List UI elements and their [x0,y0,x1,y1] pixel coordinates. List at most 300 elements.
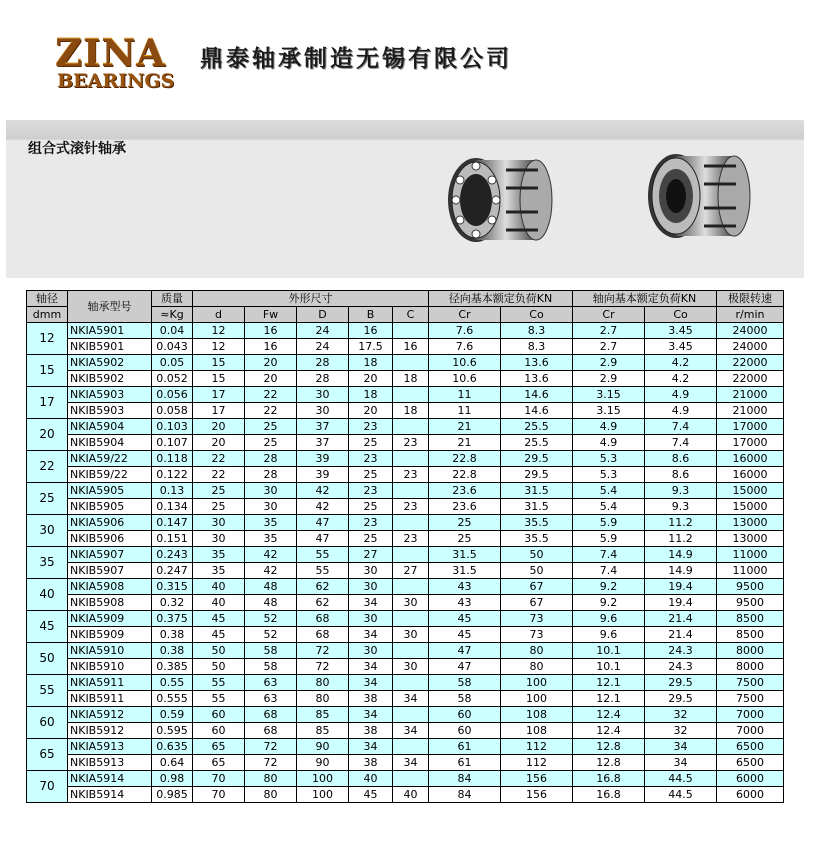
cell-outer-d: 42 [297,483,349,499]
cell-model: NKIA5903 [68,387,152,403]
cell-radial-co: 35.5 [501,515,573,531]
cell-bore: 17 [27,387,68,419]
col-model-header: 轴承型号 [68,291,152,323]
cell-fw: 63 [245,675,297,691]
cell-mass: 0.247 [152,563,193,579]
cell-c: 30 [393,627,429,643]
cell-radial-co: 100 [501,675,573,691]
cell-c: 30 [393,595,429,611]
table-row [27,659,784,675]
cell-bore: 30 [27,515,68,547]
cell-d: 17 [193,387,245,403]
cell-c: 40 [393,787,429,803]
cell-c: 18 [393,403,429,419]
cell-d: 22 [193,451,245,467]
cell-outer-d: 24 [297,323,349,339]
cell-axial-co: 3.45 [645,323,717,339]
cell-axial-cr: 12.4 [573,707,645,723]
cell-radial-co: 156 [501,771,573,787]
cell-outer-d: 90 [297,739,349,755]
cell-speed: 11000 [717,547,784,563]
cell-d: 50 [193,659,245,675]
cell-bore: 45 [27,611,68,643]
cell-radial-cr: 47 [429,643,501,659]
cell-axial-co: 8.6 [645,451,717,467]
table-row [27,435,784,451]
bearing-spec-table [26,290,784,803]
cell-b: 45 [349,787,393,803]
cell-c: 23 [393,467,429,483]
cell-mass: 0.058 [152,403,193,419]
cell-axial-cr: 4.9 [573,435,645,451]
cell-d: 12 [193,323,245,339]
table-row [27,451,784,467]
page-header [0,0,813,118]
cell-axial-cr: 7.4 [573,563,645,579]
cell-fw: 58 [245,659,297,675]
cell-c: 34 [393,755,429,771]
cell-c [393,355,429,371]
cell-model: NKIB5912 [68,723,152,739]
cell-axial-co: 19.4 [645,579,717,595]
cell-d: 65 [193,739,245,755]
cell-fw: 16 [245,339,297,355]
cell-fw: 25 [245,435,297,451]
cell-d: 30 [193,515,245,531]
cell-mass: 0.38 [152,643,193,659]
table-row [27,339,784,355]
cell-b: 34 [349,659,393,675]
cell-outer-d: 47 [297,531,349,547]
cell-outer-d: 24 [297,339,349,355]
cell-radial-cr: 47 [429,659,501,675]
cell-b: 30 [349,611,393,627]
table-row [27,467,784,483]
cell-mass: 0.107 [152,435,193,451]
cell-mass: 0.04 [152,323,193,339]
cell-b: 34 [349,595,393,611]
cell-b: 25 [349,467,393,483]
cell-b: 38 [349,755,393,771]
cell-radial-co: 35.5 [501,531,573,547]
cell-speed: 6000 [717,771,784,787]
cell-axial-cr: 12.4 [573,723,645,739]
cell-model: NKIB5907 [68,563,152,579]
cell-fw: 68 [245,707,297,723]
cell-speed: 7000 [717,723,784,739]
cell-outer-d: 68 [297,611,349,627]
cell-axial-cr: 5.3 [573,451,645,467]
cell-axial-cr: 2.9 [573,355,645,371]
cell-radial-cr: 45 [429,611,501,627]
cell-mass: 0.05 [152,355,193,371]
cell-axial-cr: 16.8 [573,771,645,787]
cell-b: 27 [349,547,393,563]
cell-fw: 16 [245,323,297,339]
cell-model: NKIA59/22 [68,451,152,467]
cell-c [393,707,429,723]
cell-d: 25 [193,483,245,499]
cell-axial-co: 7.4 [645,419,717,435]
cell-b: 30 [349,643,393,659]
cell-c [393,323,429,339]
cell-model: NKIB59/22 [68,467,152,483]
table-row [27,419,784,435]
cell-fw: 72 [245,739,297,755]
cell-model: NKIA5911 [68,675,152,691]
cell-fw: 22 [245,387,297,403]
cell-speed: 8500 [717,611,784,627]
cell-model: NKIA5908 [68,579,152,595]
cell-radial-cr: 31.5 [429,547,501,563]
cell-axial-co: 34 [645,739,717,755]
cell-radial-cr: 84 [429,771,501,787]
col-b-header: B [349,307,393,323]
cell-c [393,579,429,595]
cell-radial-co: 25.5 [501,435,573,451]
cell-mass: 0.052 [152,371,193,387]
cell-radial-cr: 60 [429,723,501,739]
cell-axial-cr: 12.8 [573,739,645,755]
cell-radial-co: 73 [501,611,573,627]
cell-speed: 13000 [717,515,784,531]
cell-fw: 35 [245,531,297,547]
cell-c: 23 [393,435,429,451]
cell-axial-co: 32 [645,707,717,723]
table-row [27,355,784,371]
cell-axial-cr: 2.7 [573,339,645,355]
cell-fw: 42 [245,547,297,563]
cell-fw: 52 [245,627,297,643]
cell-b: 23 [349,483,393,499]
table-row [27,531,784,547]
product-banner [6,120,804,278]
cell-speed: 6500 [717,755,784,771]
cell-bore: 55 [27,675,68,707]
cell-radial-co: 31.5 [501,483,573,499]
cell-c [393,451,429,467]
cell-mass: 0.985 [152,787,193,803]
cell-b: 40 [349,771,393,787]
cell-outer-d: 39 [297,451,349,467]
cell-b: 30 [349,563,393,579]
col-bore-header: 轴径 [27,291,68,307]
cell-d: 20 [193,435,245,451]
cell-speed: 11000 [717,563,784,579]
cell-outer-d: 90 [297,755,349,771]
cell-axial-cr: 5.4 [573,499,645,515]
col-axial-co-header: Co [645,307,717,323]
cell-bore: 70 [27,771,68,803]
cell-mass: 0.147 [152,515,193,531]
cell-d: 45 [193,611,245,627]
cell-model: NKIB5906 [68,531,152,547]
cell-c: 23 [393,531,429,547]
cell-outer-d: 85 [297,707,349,723]
cell-axial-cr: 9.2 [573,579,645,595]
col-outer-d-header: D [297,307,349,323]
cell-axial-co: 32 [645,723,717,739]
cell-fw: 28 [245,467,297,483]
cell-mass: 0.59 [152,707,193,723]
col-speed-header: 极限转速 [717,291,784,307]
cell-bore: 12 [27,323,68,355]
cell-b: 25 [349,499,393,515]
cell-fw: 30 [245,483,297,499]
cell-radial-co: 50 [501,547,573,563]
table-row [27,739,784,755]
cell-axial-cr: 9.6 [573,627,645,643]
cell-axial-cr: 3.15 [573,387,645,403]
cell-d: 50 [193,643,245,659]
cell-mass: 0.134 [152,499,193,515]
cell-mass: 0.151 [152,531,193,547]
col-bore-unit: dmm [27,307,68,323]
table-row [27,643,784,659]
cell-radial-co: 108 [501,723,573,739]
cell-mass: 0.056 [152,387,193,403]
cell-model: NKIA5906 [68,515,152,531]
col-d-header: d [193,307,245,323]
table-row [27,371,784,387]
bearing-image-nkib [642,148,752,244]
table-row [27,499,784,515]
cell-speed: 8000 [717,643,784,659]
cell-c [393,643,429,659]
bearing-image-nkia [446,150,556,246]
cell-model: NKIB5910 [68,659,152,675]
cell-b: 23 [349,515,393,531]
cell-radial-co: 80 [501,643,573,659]
cell-c: 16 [393,339,429,355]
cell-fw: 48 [245,579,297,595]
cell-model: NKIA5914 [68,771,152,787]
cell-radial-co: 14.6 [501,387,573,403]
cell-model: NKIA5904 [68,419,152,435]
cell-speed: 13000 [717,531,784,547]
cell-axial-cr: 9.6 [573,611,645,627]
cell-fw: 72 [245,755,297,771]
cell-mass: 0.122 [152,467,193,483]
table-row [27,547,784,563]
cell-outer-d: 37 [297,435,349,451]
cell-radial-cr: 22.8 [429,451,501,467]
cell-radial-cr: 7.6 [429,339,501,355]
cell-outer-d: 80 [297,675,349,691]
cell-axial-co: 44.5 [645,771,717,787]
cell-axial-co: 4.2 [645,355,717,371]
cell-model: NKIB5904 [68,435,152,451]
cell-b: 30 [349,579,393,595]
cell-axial-co: 29.5 [645,691,717,707]
cell-model: NKIA5909 [68,611,152,627]
cell-speed: 8000 [717,659,784,675]
cell-bore: 22 [27,451,68,483]
cell-mass: 0.64 [152,755,193,771]
logo-wordmark-top: ZINA [55,31,166,75]
cell-axial-co: 9.3 [645,499,717,515]
cell-b: 23 [349,419,393,435]
table-row [27,675,784,691]
cell-radial-cr: 10.6 [429,355,501,371]
cell-d: 20 [193,419,245,435]
cell-radial-co: 13.6 [501,371,573,387]
cell-speed: 17000 [717,435,784,451]
cell-axial-cr: 10.1 [573,659,645,675]
cell-radial-co: 29.5 [501,451,573,467]
cell-mass: 0.555 [152,691,193,707]
col-radial-cr-header: Cr [429,307,501,323]
cell-c [393,739,429,755]
cell-model: NKIB5903 [68,403,152,419]
cell-speed: 7500 [717,675,784,691]
table-row [27,323,784,339]
cell-model: NKIA5907 [68,547,152,563]
cell-outer-d: 68 [297,627,349,643]
cell-d: 12 [193,339,245,355]
cell-radial-cr: 22.8 [429,467,501,483]
col-c-header: C [393,307,429,323]
cell-radial-cr: 11 [429,387,501,403]
cell-radial-cr: 61 [429,755,501,771]
cell-fw: 48 [245,595,297,611]
table-row [27,515,784,531]
cell-radial-cr: 21 [429,435,501,451]
col-speed-unit: r/min [717,307,784,323]
table-row [27,691,784,707]
cell-radial-cr: 58 [429,675,501,691]
cell-mass: 0.38 [152,627,193,643]
cell-outer-d: 39 [297,467,349,483]
cell-radial-co: 112 [501,739,573,755]
cell-radial-co: 67 [501,579,573,595]
cell-radial-co: 29.5 [501,467,573,483]
cell-radial-cr: 84 [429,787,501,803]
cell-mass: 0.55 [152,675,193,691]
cell-radial-co: 14.6 [501,403,573,419]
spec-table-body [27,323,784,803]
cell-axial-co: 4.9 [645,387,717,403]
cell-axial-co: 14.9 [645,563,717,579]
cell-radial-cr: 61 [429,739,501,755]
col-mass-header: 质量 [152,291,193,307]
cell-c [393,771,429,787]
table-row [27,483,784,499]
cell-axial-co: 7.4 [645,435,717,451]
cell-axial-co: 21.4 [645,627,717,643]
cell-radial-co: 108 [501,707,573,723]
cell-b: 34 [349,739,393,755]
cell-axial-cr: 12.1 [573,691,645,707]
cell-d: 60 [193,707,245,723]
cell-axial-co: 34 [645,755,717,771]
cell-d: 35 [193,563,245,579]
cell-speed: 6500 [717,739,784,755]
cell-b: 25 [349,531,393,547]
cell-model: NKIB5905 [68,499,152,515]
cell-model: NKIB5913 [68,755,152,771]
cell-b: 25 [349,435,393,451]
cell-fw: 30 [245,499,297,515]
cell-outer-d: 42 [297,499,349,515]
cell-b: 20 [349,371,393,387]
cell-axial-cr: 5.9 [573,531,645,547]
cell-b: 38 [349,723,393,739]
cell-outer-d: 30 [297,403,349,419]
cell-c [393,419,429,435]
zina-bearings-logo [55,31,175,96]
cell-b: 34 [349,707,393,723]
cell-model: NKIB5909 [68,627,152,643]
cell-outer-d: 30 [297,387,349,403]
cell-axial-cr: 3.15 [573,403,645,419]
cell-fw: 63 [245,691,297,707]
cell-radial-co: 8.3 [501,323,573,339]
cell-outer-d: 28 [297,371,349,387]
cell-bore: 25 [27,483,68,515]
cell-axial-co: 11.2 [645,531,717,547]
cell-axial-co: 3.45 [645,339,717,355]
cell-bore: 65 [27,739,68,771]
cell-c [393,611,429,627]
cell-outer-d: 72 [297,659,349,675]
cell-d: 60 [193,723,245,739]
cell-b: 23 [349,451,393,467]
col-dims-header: 外形尺寸 [193,291,429,307]
cell-axial-co: 21.4 [645,611,717,627]
cell-speed: 17000 [717,419,784,435]
cell-axial-co: 19.4 [645,595,717,611]
cell-model: NKIA5901 [68,323,152,339]
cell-outer-d: 85 [297,723,349,739]
cell-radial-co: 80 [501,659,573,675]
col-axial-load-header: 轴向基本额定负荷KN [573,291,717,307]
cell-fw: 58 [245,643,297,659]
cell-model: NKIB5914 [68,787,152,803]
cell-axial-cr: 12.1 [573,675,645,691]
cell-b: 16 [349,323,393,339]
cell-axial-co: 4.2 [645,371,717,387]
cell-speed: 7500 [717,691,784,707]
cell-outer-d: 55 [297,563,349,579]
cell-d: 15 [193,371,245,387]
cell-speed: 15000 [717,483,784,499]
cell-radial-cr: 23.6 [429,483,501,499]
cell-axial-co: 11.2 [645,515,717,531]
cell-speed: 9500 [717,579,784,595]
cell-b: 20 [349,403,393,419]
table-row [27,579,784,595]
cell-model: NKIB5908 [68,595,152,611]
cell-radial-cr: 58 [429,691,501,707]
cell-d: 30 [193,531,245,547]
cell-axial-cr: 16.8 [573,787,645,803]
table-row [27,787,784,803]
col-fw-header: Fw [245,307,297,323]
cell-model: NKIB5902 [68,371,152,387]
cell-radial-co: 25.5 [501,419,573,435]
cell-b: 34 [349,675,393,691]
cell-speed: 21000 [717,387,784,403]
cell-axial-co: 8.6 [645,467,717,483]
cell-speed: 24000 [717,323,784,339]
cell-axial-co: 14.9 [645,547,717,563]
cell-c: 27 [393,563,429,579]
cell-mass: 0.98 [152,771,193,787]
cell-d: 40 [193,595,245,611]
cell-speed: 24000 [717,339,784,355]
cell-b: 18 [349,387,393,403]
